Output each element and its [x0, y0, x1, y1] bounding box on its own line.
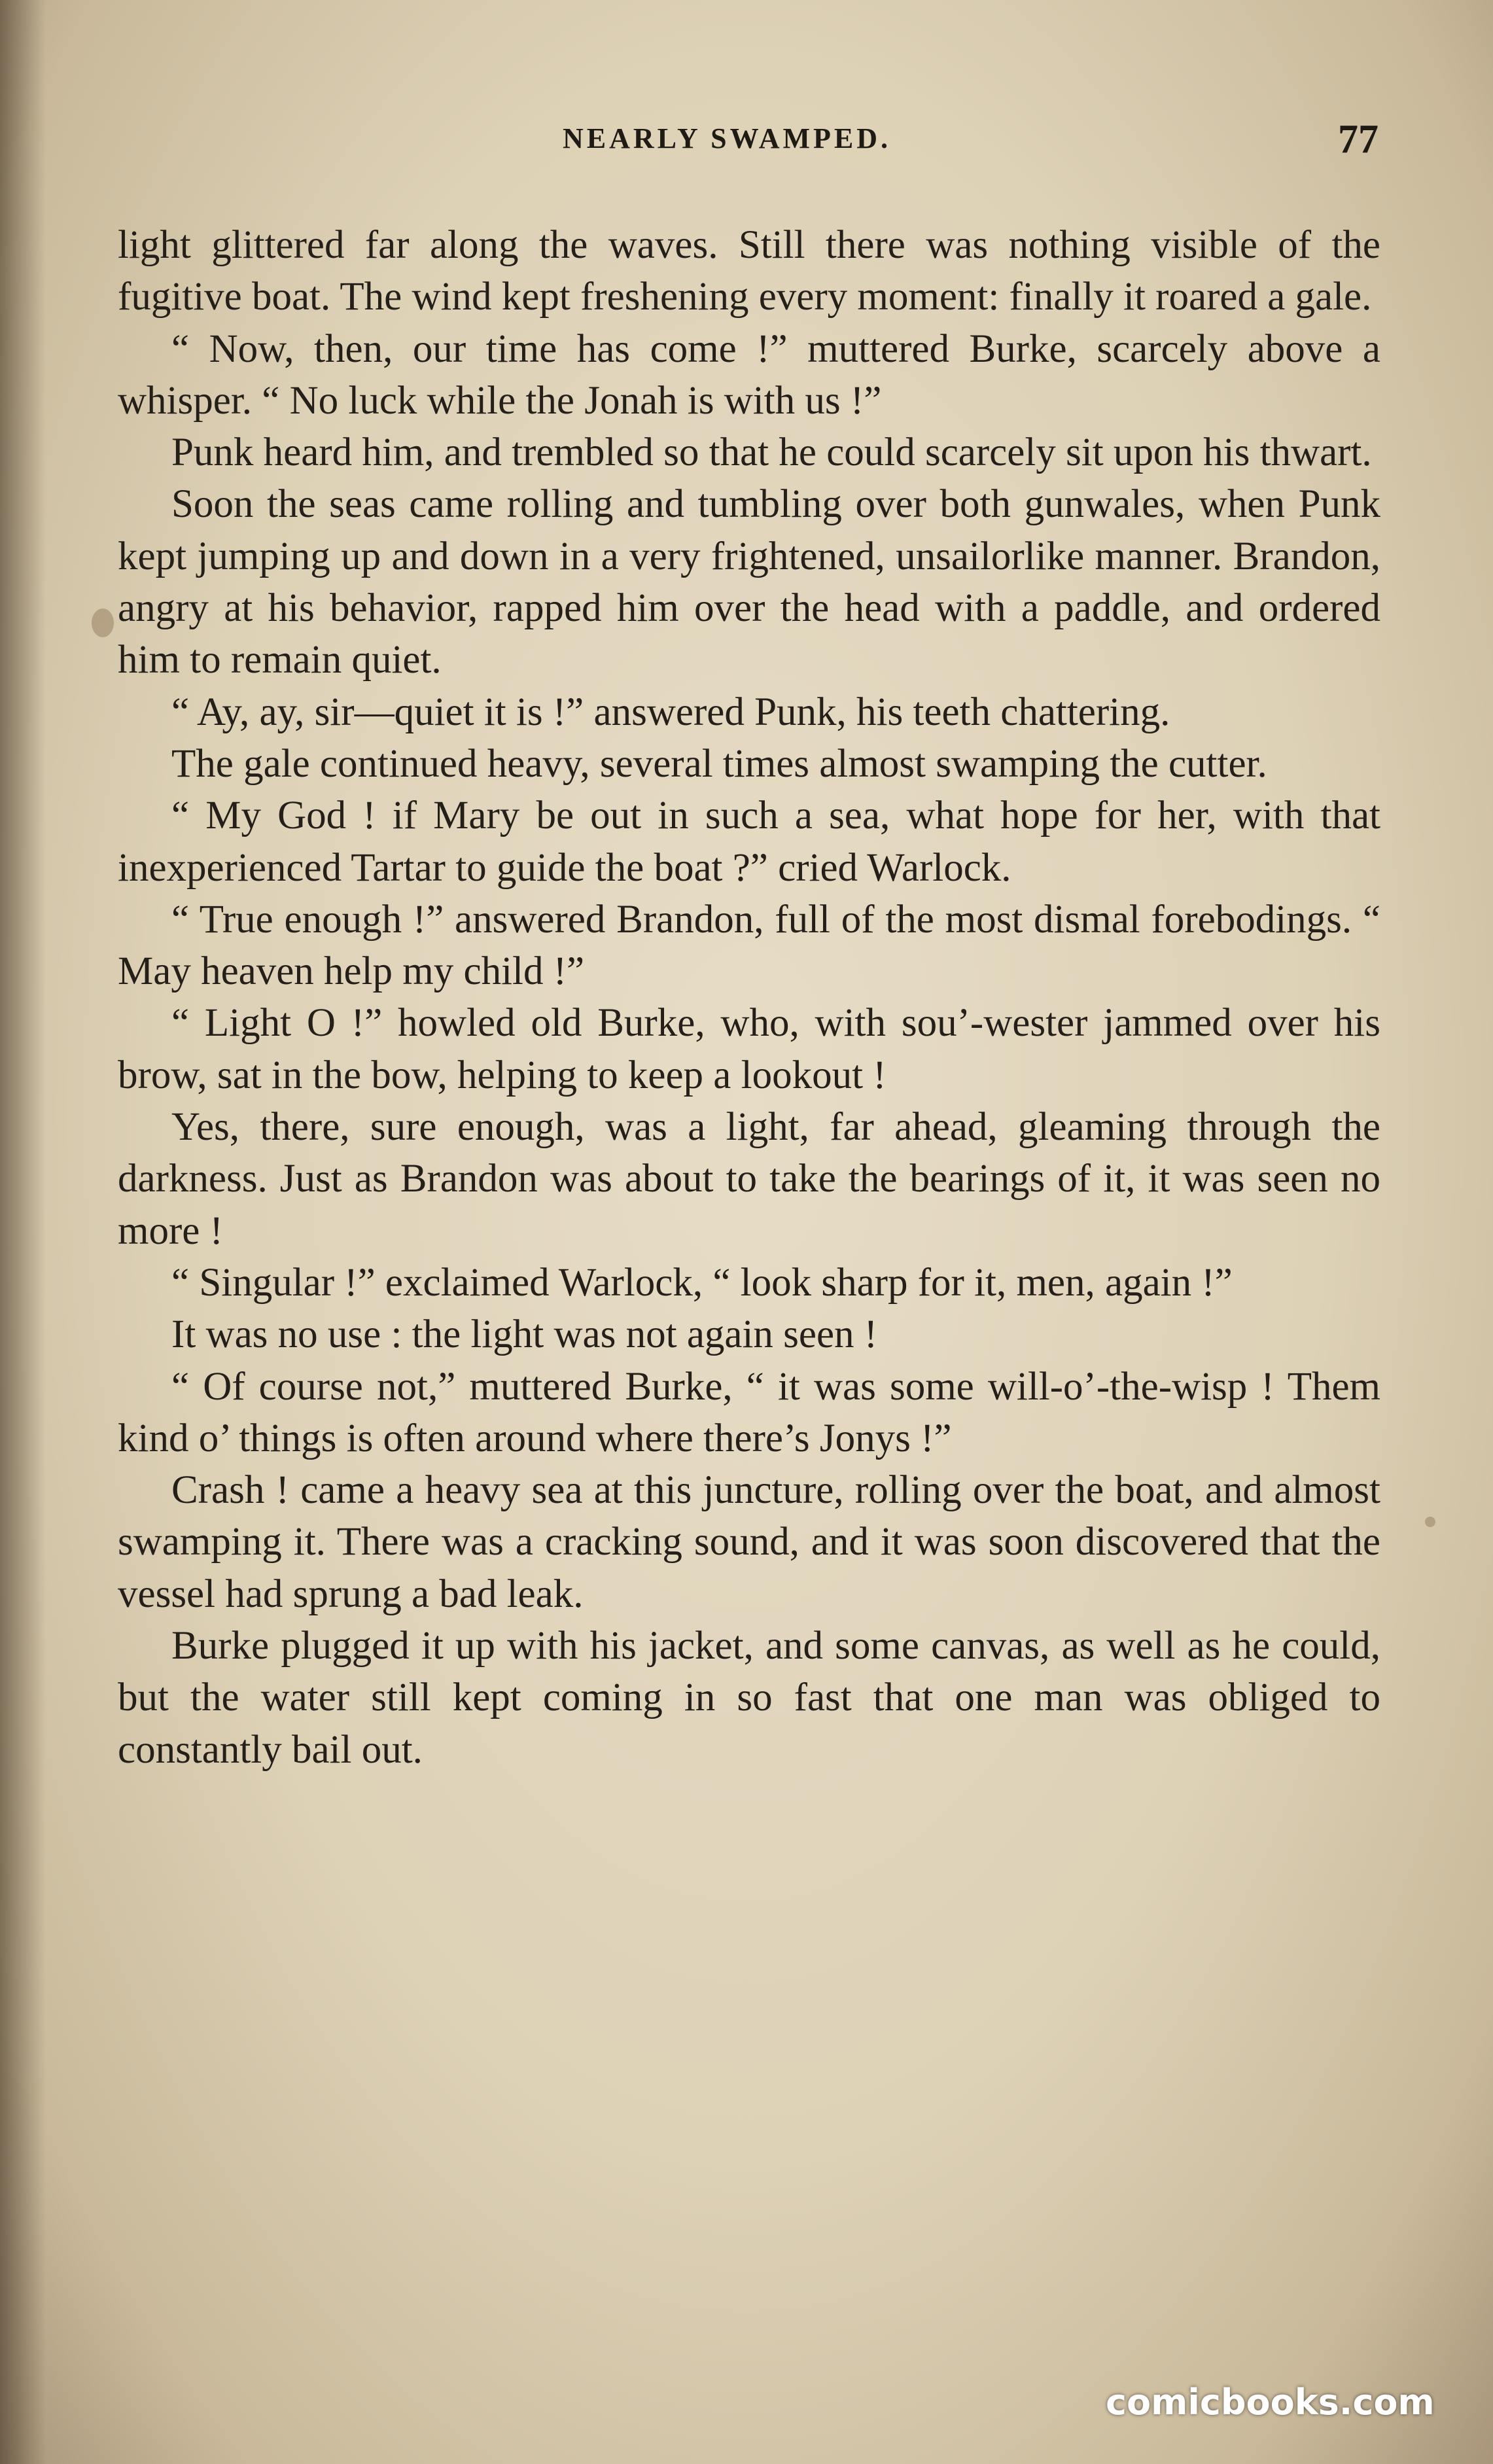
paragraph: Punk heard him, and trembled so that he could scarcely sit upon his thwart. [171, 431, 1372, 475]
page-number: 77 [1338, 117, 1379, 162]
paragraph: Yes, there, sure enough, was a light, far ahead, gleaming through the darkness. Just as Brandon was about to take the bearings of it, it was seen no more ! [118, 1105, 1380, 1253]
body-text [118, 219, 1380, 1776]
paragraph: “ My God ! if Mary be out in such a sea, what hope for her, with that inexperienced Tartar to guide the boat ?” cried Warlock. [118, 794, 1380, 890]
paragraph: “ True enough !” answered Brandon, full of the most dismal forebodings. “ May heaven help my child !” [118, 897, 1380, 994]
running-head: NEARLY SWAMPED. [563, 122, 892, 154]
ink-smudge [92, 608, 114, 637]
paragraph: Soon the seas came rolling and tumbling over both gunwales, when Punk kept jumping up and down in a very frightened, unsailorlike manner. Brandon, angry at his behavior, rapped him over the head with a paddle, and ordered him to remain quiet. [118, 482, 1380, 682]
paragraph: Crash ! came a heavy sea at this juncture, rolling over the boat, and almost swamping it. There was a cracking sound, and it was soon discovered that the vessel had sprung a bad leak. [118, 1468, 1380, 1616]
site-watermark: comicbooks.com [1106, 2382, 1435, 2423]
paragraph: The gale continued heavy, several times almost swamping the cutter. [171, 741, 1267, 786]
paragraph: Burke plugged it up with his jacket, and some canvas, as well as he could, but the water still kept coming in so fast that one man was obliged to constantly bail out. [118, 1624, 1380, 1772]
spine-shadow [0, 0, 46, 2464]
paragraph: “ Now, then, our time has come !” muttered Burke, scarcely above a whisper. “ No luck while the Jonah is with us !” [118, 326, 1380, 423]
paragraph: “ Of course not,” muttered Burke, “ it was some will-o’-the-wisp ! Them kind o’ things is often around where there’s Jonys !” [118, 1364, 1380, 1460]
paragraph: light glittered far along the waves. Still there was nothing visible of the fugitive boat. The wind kept freshening every moment: finally it roared a gale. [118, 223, 1380, 319]
paragraph: “ Light O !” howled old Burke, who, with sou’-wester jammed over his brow, sat in the bow, helping to keep a lookout ! [118, 1001, 1380, 1097]
paragraph: It was no use : the light was not again seen ! [171, 1312, 878, 1357]
paragraph: “ Ay, ay, sir—quiet it is !” answered Punk, his teeth chattering. [171, 690, 1170, 734]
paragraph: “ Singular !” exclaimed Warlock, “ look sharp for it, men, again !” [171, 1260, 1233, 1305]
ink-spot [1425, 1517, 1435, 1527]
